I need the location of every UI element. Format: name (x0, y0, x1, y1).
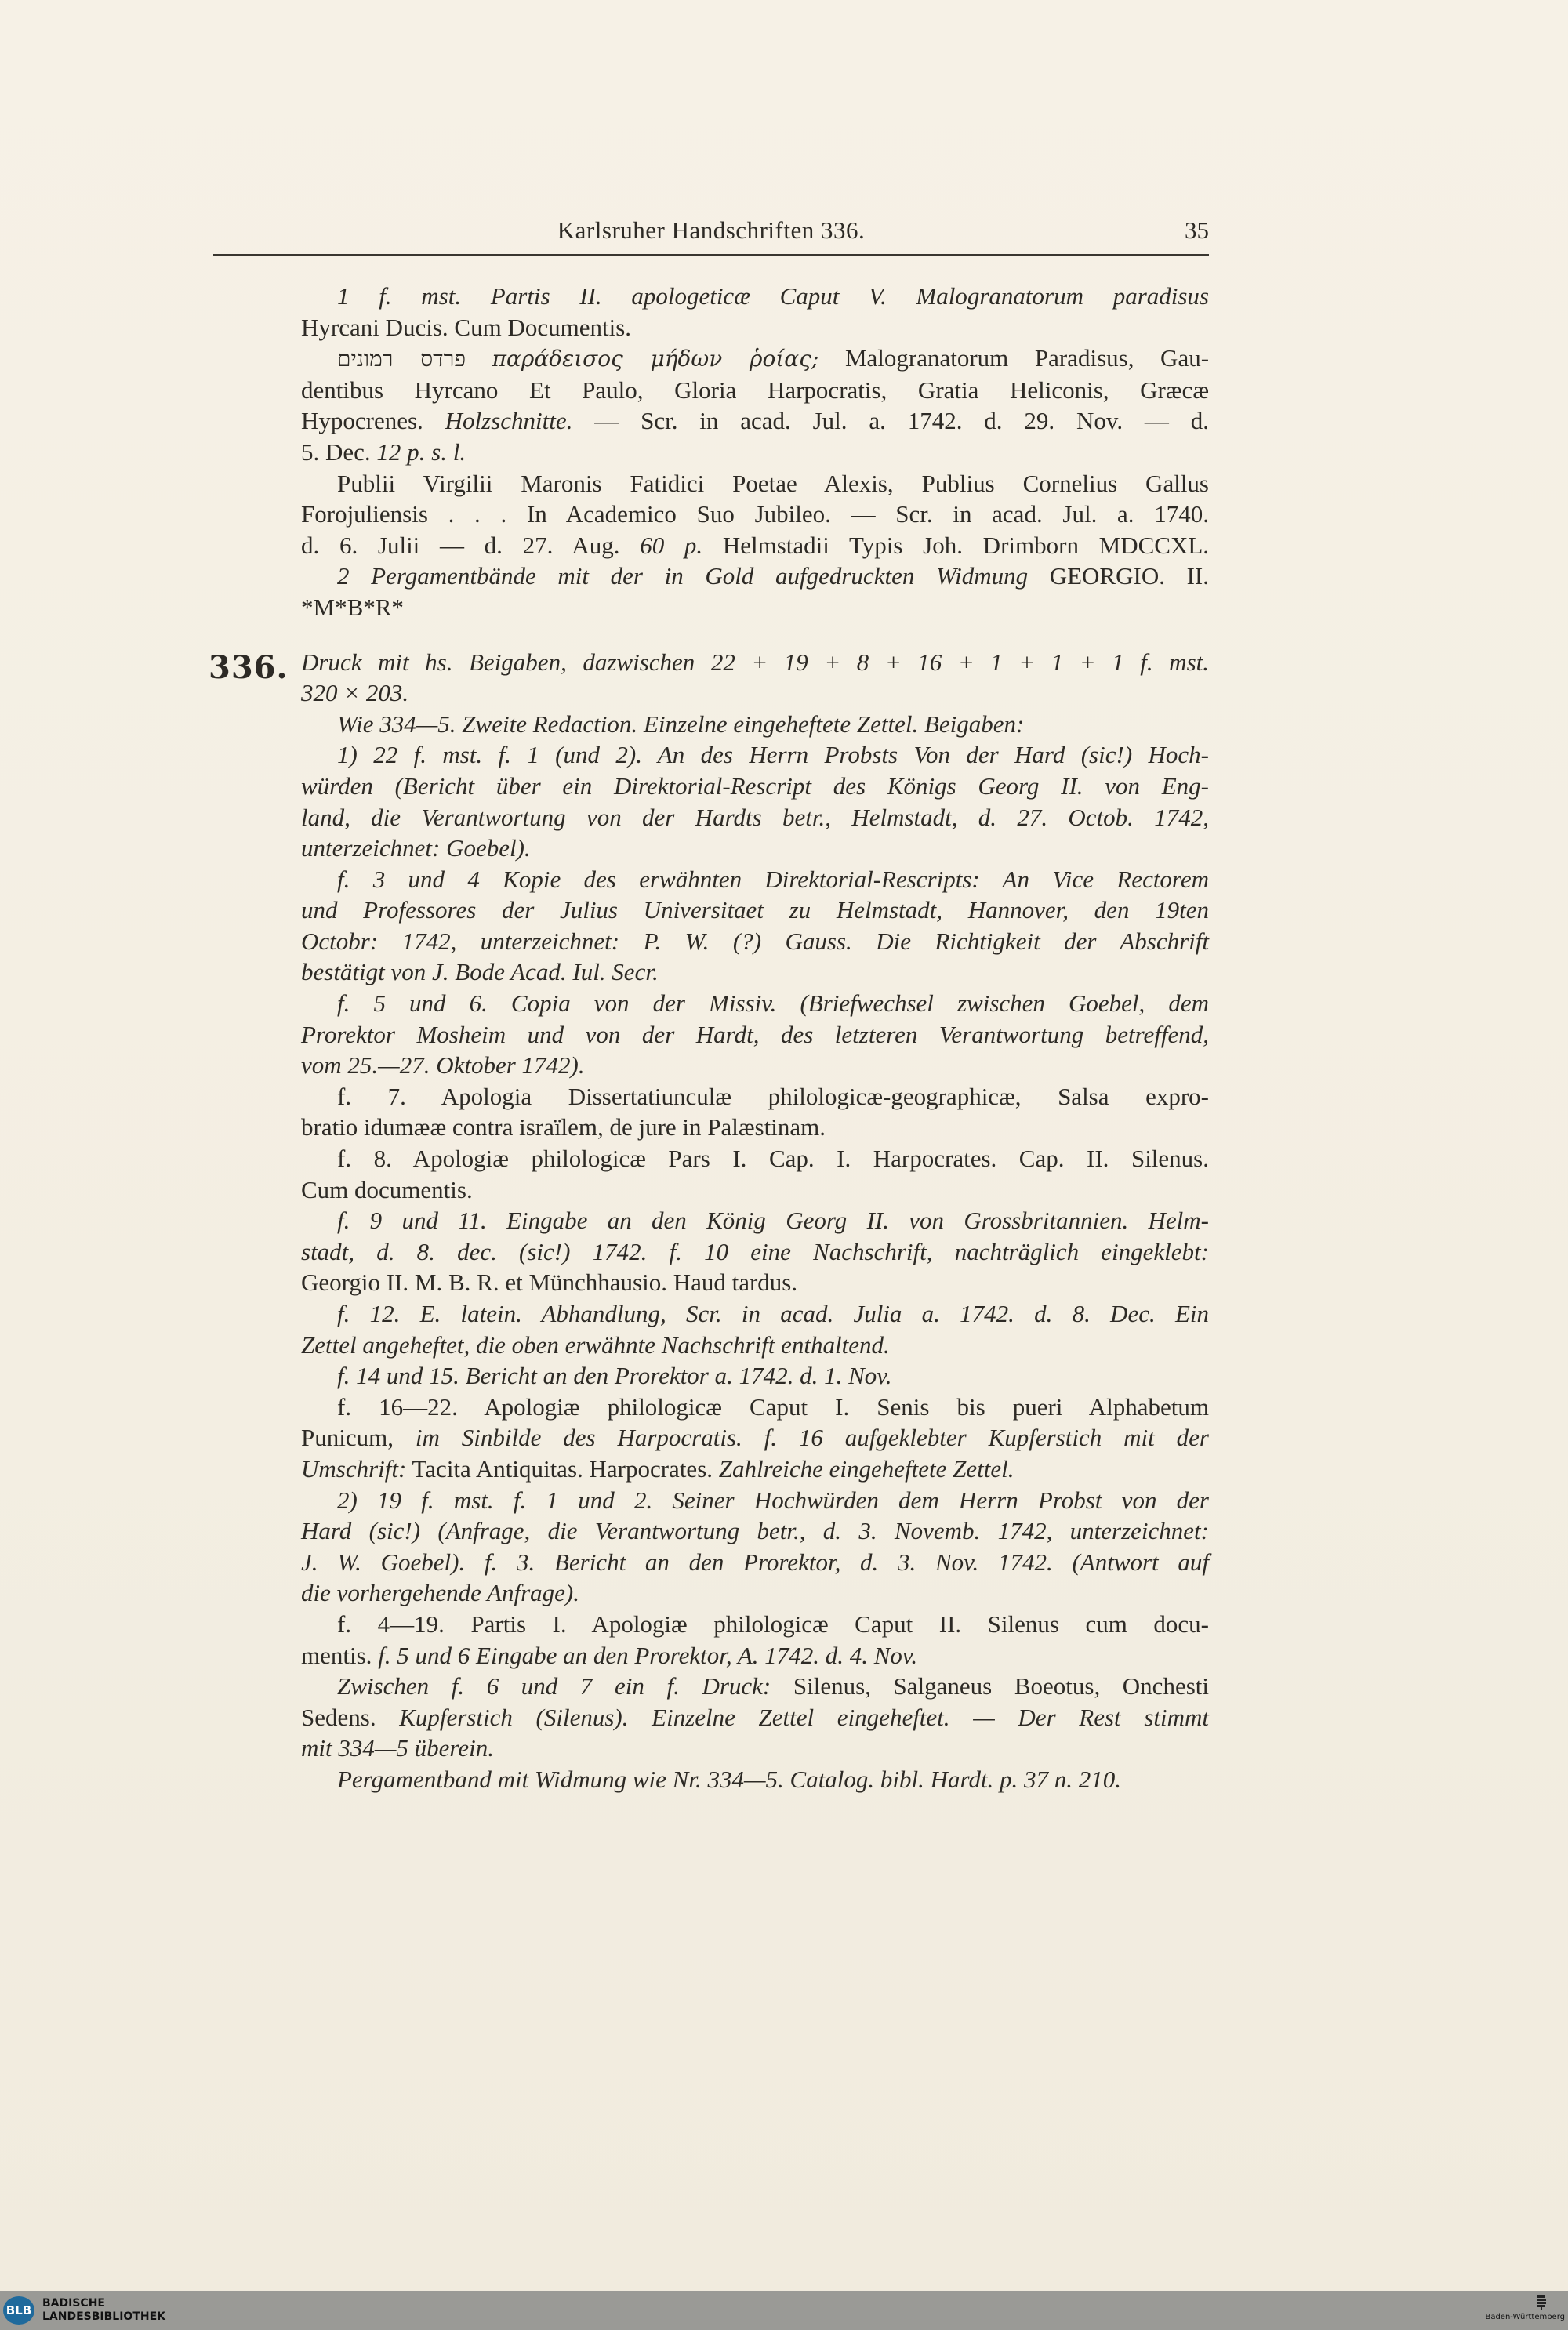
entry-336-description (301, 647, 1209, 709)
text-span: Punicum, (301, 1424, 394, 1452)
text-line: stadt, d. 8. dec. (sic!) 1742. f. 10 eine Nachschrift, nachträglich eingeklebt: (301, 1237, 1209, 1265)
text-line (301, 1671, 1209, 1702)
text-line: dentibus Hyrcano Et Paulo, Gloria Harpocratis, Gratia Heliconis, Græcæ (301, 376, 1209, 404)
text-span: Silenus, Salganeus Boeotus, Onchesti (793, 1672, 1209, 1700)
text-line: f. 8. Apologiæ philologicæ Pars I. Cap. I. Harpocrates. Cap. II. Silenus. (337, 1145, 1209, 1173)
paragraph-partis-ii (301, 281, 1209, 343)
text-span: f. 16—22. (337, 1392, 458, 1421)
paragraph-f4-19 (301, 1609, 1209, 1671)
text-line: 2) 19 f. mst. f. 1 und 2. Seiner Hochwürden dem Herrn Probst von der (337, 1486, 1209, 1514)
text-line: Hard (sic!) (Anfrage, die Verantwortung betr., d. 3. Novemb. 1742, unterzeichnet: (301, 1517, 1209, 1545)
text-line: land, die Verantwortung von der Hardts betr., Helmstadt, d. 27. Octob. 1742, (301, 803, 1209, 831)
text-line: und Professores der Julius Universitaet zu Helmstadt, Hannover, den 19ten (301, 896, 1209, 924)
text-body (301, 281, 1209, 1795)
text-line: vom 25.—27. Oktober 1742). (301, 1051, 585, 1080)
text-line: bratio idumææ contra israïlem, de jure in Palæstinam. (301, 1113, 826, 1141)
text-line: f. 14 und 15. Bericht an den Prorektor a. 1742. d. 1. Nov. (337, 1362, 892, 1390)
text-line (301, 561, 1209, 592)
text-line: mit 334—5 überein. (301, 1734, 494, 1762)
coat-of-arms-icon (1535, 2293, 1548, 2310)
page-number: 35 (1185, 216, 1209, 244)
text-line: Druck mit hs. Beigaben, dazwischen 22 + 19 + 8 + 16 + 1 + 1 + 1 f. mst. (301, 648, 1209, 676)
text-line: Wie 334—5. Zweite Redaction. Einzelne eingeheftete Zettel. Beigaben: (337, 710, 1025, 738)
text-line: Georgio II. M. B. R. et Münchhausio. Haud tardus. (301, 1268, 798, 1297)
text-line (265, 530, 1209, 561)
paragraph-publii (301, 468, 1209, 561)
text-line: f. 7. Apologia Dissertatiunculæ philologicæ-geographicæ, Salsa expro- (337, 1082, 1209, 1110)
text-span: Tacita Antiquitas. Harpocrates. (412, 1454, 713, 1483)
paragraph-f3-4 (301, 864, 1209, 988)
text-span: Umschrift: (301, 1454, 407, 1483)
text-span: 60 p. (640, 531, 703, 559)
text-line: f. 12. E. latein. Abhandlung, Scr. in acad. Julia a. 1742. d. 8. Dec. Ein (337, 1300, 1209, 1327)
entry-number: 336. (209, 649, 289, 686)
text-line (265, 1422, 1209, 1454)
text-line: bestätigt von J. Bode Acad. Iul. Secr. (301, 958, 659, 986)
paragraph-pergamentband (301, 1764, 1209, 1795)
paragraph-malogranatorum (301, 343, 1209, 467)
paragraph-beigabe-1 (301, 739, 1209, 863)
text-line: Publii Virgilii Maronis Fatidici Poetae Alexis, Publius Cornelius Gallus (337, 469, 1209, 497)
text-line: Pergamentband mit Widmung wie Nr. 334—5. Catalog. bibl. Hardt. p. 37 n. 210. (337, 1765, 1122, 1793)
text-span: f. 5 und 6 Eingabe an den Prorektor, A. 1742. d. 4. Nov. (378, 1641, 918, 1669)
paragraph-f5-6 (301, 988, 1209, 1081)
library-name (42, 2297, 165, 2324)
paragraph-f7 (301, 1081, 1209, 1143)
text-span: 2 Pergamentbände mit der in Gold aufgedruckten Widmung (337, 562, 1029, 590)
text-span: GEORGIO. II. (1049, 562, 1209, 590)
text-line: Zettel angeheftet, die oben erwähnte Nachschrift enthaltend. (301, 1330, 890, 1359)
text-span: Malogranatorum Paradisus, Gau- (844, 344, 1210, 372)
text-line: 1 f. mst. Partis II. apologeticæ Caput V. Malogranatorum paradisus (337, 282, 1209, 310)
text-line (265, 1702, 1209, 1733)
text-line: *M*B*R* (301, 593, 404, 621)
greek-text: παράδεισος μήδων ῥοίας; (492, 346, 819, 372)
text-line: 1) 22 f. mst. f. 1 (und 2). An des Herrn Probsts Von der Hard (sic!) Hoch- (337, 741, 1209, 769)
hebrew-text: פרדס רמונים (337, 346, 466, 372)
text-span: Kupferstich (Silenus). Einzelne Zettel eingeheftet. — Der Rest stimmt (399, 1703, 1209, 1731)
paragraph-f12 (301, 1298, 1209, 1360)
header-title: Karlsruher Handschriften 336. (557, 216, 866, 244)
running-header (213, 213, 1209, 256)
text-line: die vorhergehende Anfrage). (301, 1579, 579, 1607)
paragraph-f16-22 (301, 1392, 1209, 1485)
text-line (265, 405, 1209, 437)
text-line (301, 1392, 1209, 1423)
paragraph-zwischen (301, 1671, 1209, 1764)
text-span: 5. Dec. (301, 437, 371, 466)
text-span: Sedens. (301, 1703, 376, 1731)
text-span: Hypocrenes. (301, 407, 423, 435)
text-line: würden (Bericht über ein Direktorial-Rescript des Königs Georg II. von Eng- (301, 771, 1209, 800)
paragraph-f8 (301, 1143, 1209, 1205)
text-span: Zahlreiche eingeheftete Zettel. (718, 1454, 1014, 1483)
paragraph-f14-15 (301, 1360, 1209, 1392)
text-span: im Sinbilde des Harpocratis. f. 16 aufgeklebter Kupferstich mit der (415, 1424, 1209, 1452)
paragraph-beigabe-2 (301, 1485, 1209, 1609)
footer-bar (0, 2291, 1568, 2330)
text-span: Holzschnitte. (445, 407, 573, 435)
text-line: Prorektor Mosheim und von der Hardt, des letzteren Verantwortung betreffend, (301, 1020, 1209, 1048)
text-line: 320 × 203. (301, 679, 409, 707)
text-span: Zwischen f. 6 und 7 ein f. Druck: (337, 1672, 771, 1700)
text-line (265, 1640, 1209, 1671)
text-line (265, 1454, 1209, 1485)
text-line: f. 3 und 4 Kopie des erwähnten Direktorial-Rescripts: An Vice Rectorem (337, 865, 1209, 893)
text-line: unterzeichnet: Goebel). (301, 834, 531, 862)
state-label: Baden-Württemberg (1485, 2313, 1565, 2321)
text-span: mentis. (301, 1641, 372, 1669)
text-line: f. 9 und 11. Eingabe an den König Georg II. von Grossbritannien. Helm- (337, 1207, 1209, 1235)
text-line: J. W. Goebel). f. 3. Bericht an den Prorektor, d. 3. Nov. 1742. (Antwort auf (301, 1548, 1209, 1576)
text-line: f. 4—19. Partis I. Apologiæ philologicæ Caput II. Silenus cum docu- (337, 1610, 1209, 1638)
text-line: Forojuliensis . . . In Academico Suo Jubileo. — Scr. in acad. Jul. a. 1740. (301, 500, 1209, 528)
text-line: Cum documentis. (301, 1175, 473, 1203)
text-span: d. 6. Julii — d. 27. Aug. (301, 531, 620, 559)
paragraph-wie (301, 709, 1209, 740)
blb-logo-icon: BLB (3, 2296, 34, 2325)
text-span: 12 p. s. l. (376, 437, 466, 466)
text-line: Octobr: 1742, unterzeichnet: P. W. (?) Gauss. Die Richtigkeit der Abschrift (301, 927, 1209, 955)
text-line (301, 343, 1209, 375)
text-span: Helmstadii Typis Joh. Drimborn MDCCXL. (722, 531, 1210, 559)
text-line: Hyrcani Ducis. Cum Documentis. (301, 313, 632, 341)
library-name-line1: BADISCHE (42, 2297, 105, 2310)
text-line (265, 437, 1209, 468)
text-span: — Scr. in acad. Jul. a. 1742. d. 29. Nov. — d. (594, 407, 1210, 435)
paragraph-pergamentbaende (301, 561, 1209, 622)
paragraph-f9-11 (301, 1205, 1209, 1298)
library-name-line2: LANDESBIBLIOTHEK (42, 2310, 166, 2323)
text-line: f. 5 und 6. Copia von der Missiv. (Briefwechsel zwischen Goebel, dem (337, 989, 1209, 1018)
text-span: Apologiæ philologicæ Caput I. Senis bis pueri Alphabetum (484, 1392, 1209, 1421)
